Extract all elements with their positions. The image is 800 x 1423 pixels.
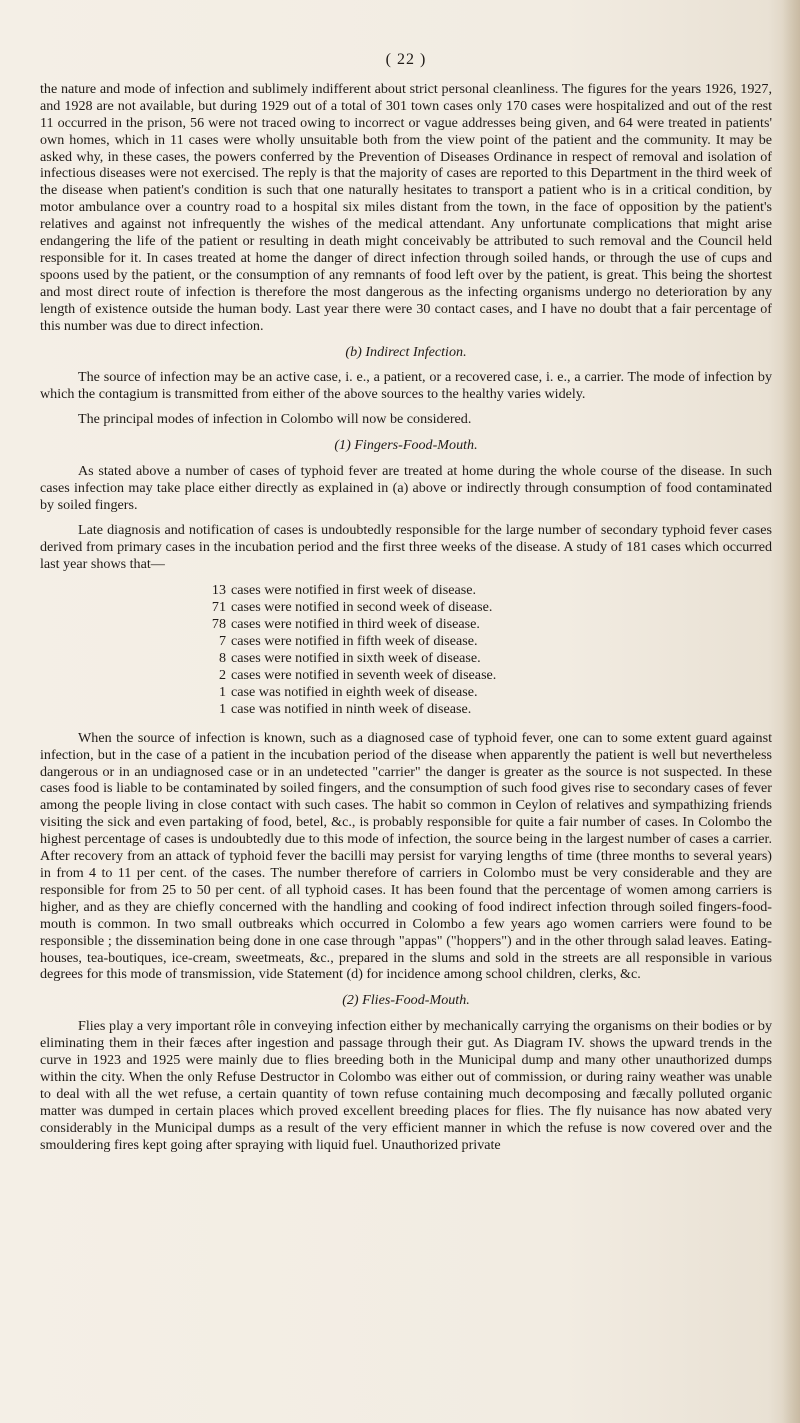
list-item: 1 case was notified in ninth week of disease. — [218, 700, 472, 717]
paragraph-source-of-infection: The source of infection may be an active case, i. e., a patient, or a recovered case, i. e., a carrier. The mode of infection by which the contagium is transmitted from either of the above sources to the healthy varies widely. — [40, 369, 772, 403]
paragraph-late-diagnosis: Late diagnosis and notification of cases is undoubtedly responsible for the large number of secondary typhoid fever cases derived from primary cases in the incubation period and the first three weeks of the disease. A study of 181 cases which occurred last year shows that— — [40, 521, 772, 572]
page-number: ( 22 ) — [385, 51, 427, 68]
list-item: 71 cases were notified in second week of disease. — [211, 599, 493, 616]
paragraph-carriers: When the source of infection is known, such as a diagnosed case of typhoid fever, one can to some extent guard against infection, but in the case of a patient in the incubation period of the disease when apparently the patient is well but nevertheless dangerous or in an undiagnosed case or in an undetected "carrier" the danger is greater as the source is not suspected. In these cases food is liable to be contaminated by soiled fingers, and the consumption of such food gives rise to secondary cases of fever among the people living in close contact with such cases. The habit so common in Ceylon of relatives and sympathizing friends visiting the sick and even partaking of food, betel, &c., is probably responsible for quite a fair number of cases. In Colombo the highest percentage of cases is undoubtedly due to this mode of infection, the source being in the largest number of cases a carrier. After recovery from an attack of typhoid fever the bacilli may persist for varying lengths of time (three months to several years) in from 4 to 11 per cent. of the cases. The number therefore of carriers in Colombo must be very considerable and they are responsible for from 25 to 50 per cent. of all typhoid cases. It has been found that the percentage of women among carriers is higher, and as they are chiefly concerned with the handling and cooking of food indirect infection through soiled fingers-food-mouth is common. In two small outbreaks which occurred in Colombo a few years ago women carriers were found to be responsible ; the dissemination being done in one case through "appas" ("hoppers") and in the other through salad leaves. Eating-houses, tea-boutiques, ice-cream, sweetmeats, &c., prepared in the slums and sold in the streets are all responsible in various degrees for this mode of transmission, vide Statement (d) for incidence among school children, clerks, &c. — [40, 729, 772, 983]
heading-flies-food-mouth: (2) Flies-Food-Mouth. — [342, 992, 470, 1009]
list-item: 78 cases were notified in third week of disease. — [211, 616, 480, 633]
list-item: 1 case was notified in eighth week of disease. — [218, 683, 478, 700]
heading-fingers-food-mouth: (1) Fingers-Food-Mouth. — [334, 437, 478, 454]
page-edge-shadow — [782, 0, 800, 1423]
paragraph-flies: Flies play a very important rôle in conveying infection either by mechanically carrying the organisms on their bodies or by eliminating them in their fæces after ingestion and passage through their gut. As Diagram IV. shows the upward trends in the curve in 1923 and 1925 were mainly due to flies breeding both in the Municipal dump and many other unauthorized dumps within the city. When the only Refuse Destructor in Colombo was either out of commission, or during rainy weather was unable to deal with all the wet refuse, a certain quantity of town refuse containing much decomposing and fæcally polluted organic matter was dumped in certain places which proved excellent breeding places for flies. The fly nuisance has now abated very considerably in the Municipal dumps as a result of the very efficient manner in which the refuse is now covered over and the smouldering fires kept going after spraying with liquid fuel. Unauthorized private — [40, 1018, 772, 1153]
list-item: 8 cases were notified in sixth week of disease. — [218, 650, 481, 667]
list-item: 13 cases were notified in first week of disease. — [211, 582, 476, 599]
paragraph-hospitalization: the nature and mode of infection and sublimely indifferent about strict personal cleanliness. The figures for the years 1926, 1927, and 1928 are not available, but during 1929 out of a total of 301 town cases only 170 cases were hospitalized and out of the rest 11 occurred in the prison, 56 were not traced owing to incorrect or vague addresses being given, and 64 were treated in patients' own homes, which in 11 cases were wholly unsuitable both from the view point of the patient and the community. It may be asked why, in these cases, the powers conferred by the Prevention of Diseases Ordinance in respect of removal and isolation of infectious diseases were not exercised. The reply is that the majority of cases are reported to this Department in the third week of the disease when patient's condition is such that one naturally hesitates to transport a patient who is in a critical condition, by motor ambulance over a country road to a hospital six miles distant from the town, in the face of opposition by the patient's relatives and against not infrequently the wishes of the medical attendant. Any unfortunate complications that might arise endangering the life of the patient or resulting in death might conceivably be attributed to such removal and the Council held responsible for it. In cases treated at home the danger of direct infection through soiled hands, or through the use of cups and spoons used by the patient, or the consumption of any remnants of food left over by the patient, is great. This being the shortest and most direct route of infection is therefore the most dangerous as the infecting organisms undergo no deterioration by any length of existence outside the human body. Last year there were 30 contact cases, and I have no doubt that a fair percentage of this number was due to direct infection. — [40, 80, 772, 334]
notification-week-list — [40, 582, 772, 717]
heading-indirect-infection: (b) Indirect Infection. — [345, 343, 467, 360]
paragraph-principal-modes: The principal modes of infection in Colombo will now be considered. — [78, 411, 472, 428]
page-content — [40, 52, 772, 1153]
paragraph-home-treatment: As stated above a number of cases of typhoid fever are treated at home during the whole course of the disease. In such cases infection may take place either directly as explained in (a) above or indirectly through consumption of food contaminated by soiled fingers. — [40, 463, 772, 513]
list-item: 2 cases were notified in seventh week of disease. — [218, 667, 497, 683]
list-item: 7 cases were notified in fifth week of disease. — [218, 633, 478, 650]
